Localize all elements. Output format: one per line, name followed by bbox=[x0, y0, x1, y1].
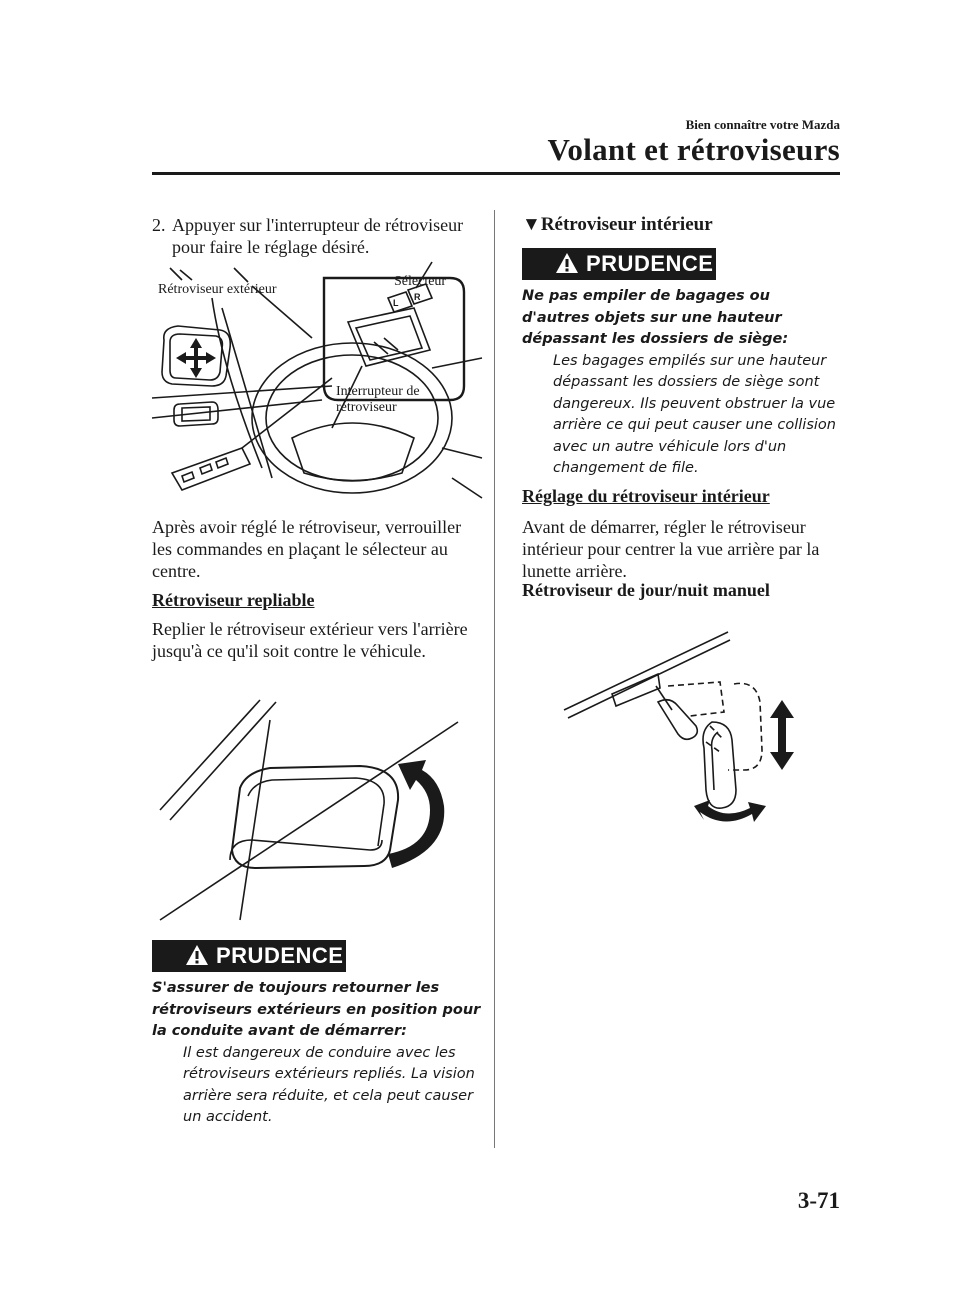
tilt-lever-arrow-icon bbox=[694, 800, 766, 822]
paragraph-inner-mirror: Avant de démarrer, régler le rétroviseur intérieur pour centrer la vue arrière par la lunette arrière. bbox=[522, 517, 820, 581]
label-selector: Sélecteur bbox=[394, 274, 447, 289]
label-mirror-switch-line1: Interrupteur de bbox=[336, 384, 420, 399]
step-number: 2. bbox=[152, 215, 166, 235]
section-heading bbox=[522, 214, 713, 236]
folding-mirror-figure bbox=[160, 700, 460, 922]
vertical-adjust-arrow-icon bbox=[770, 700, 794, 770]
step-text: Appuyer sur l'interrupteur de rétroviseur pour faire le réglage désiré. bbox=[172, 215, 464, 257]
chapter-subtitle: Bien connaître votre Mazda bbox=[685, 117, 840, 132]
caution-badge-label: PRUDENCE bbox=[216, 943, 344, 968]
header-rule bbox=[152, 172, 840, 175]
column-divider bbox=[494, 210, 495, 1148]
caution-text-folding bbox=[152, 978, 487, 1129]
subheading-inner-mirror-adjust: Réglage du rétroviseur intérieur bbox=[522, 486, 770, 506]
page-number: 3-71 bbox=[797, 1188, 840, 1213]
label-mirror-switch-line2: rétroviseur bbox=[336, 400, 397, 415]
label-day-night-mirror: Rétroviseur de jour/nuit manuel bbox=[522, 580, 770, 600]
paragraph-fold-mirror: Replier le rétroviseur extérieur vers l'arrière jusqu'à ce qu'il soit contre le véhicule. bbox=[152, 619, 468, 661]
caution-badge bbox=[522, 248, 716, 280]
caution-badge bbox=[152, 940, 346, 972]
subheading-folding-mirror: Rétroviseur repliable bbox=[152, 590, 315, 610]
warning-icon bbox=[554, 251, 580, 277]
caution-detail: Il est dangereux de conduire avec les rétroviseurs extérieurs repliés. La vision arrière sera réduite, et cela peut causer un accident. bbox=[183, 1044, 475, 1125]
label-outer-mirror: Rétroviseur extérieur bbox=[158, 282, 277, 297]
caution-text-luggage bbox=[522, 286, 842, 480]
section-marker-icon: ▼ bbox=[522, 214, 541, 235]
paragraph-lock-selector: Après avoir réglé le rétroviseur, verrouiller les commandes en plaçant le sélecteur au centre. bbox=[152, 517, 462, 581]
caution-lead: S'assurer de toujours retourner les rétroviseurs extérieurs en position pour la conduite avant de démarrer: bbox=[152, 980, 481, 1039]
svg-text:R: R bbox=[414, 292, 421, 302]
warning-icon bbox=[184, 943, 210, 969]
day-night-mirror-figure bbox=[560, 630, 810, 830]
step-2 bbox=[152, 214, 482, 258]
caution-lead: Ne pas empiler de bagages ou d'autres objets sur une hauteur dépassant les dossiers de siège: bbox=[522, 288, 789, 347]
page-title: Volant et rétroviseurs bbox=[547, 132, 840, 167]
caution-badge-label: PRUDENCE bbox=[586, 251, 714, 276]
svg-text:L: L bbox=[393, 298, 399, 308]
mirror-switch-figure bbox=[152, 268, 482, 502]
section-title: Rétroviseur intérieur bbox=[540, 214, 713, 235]
caution-detail: Les bagages empilés sur une hauteur dépassant les dossiers de siège sont dangereux. Ils peuvent obstruer la vue arrière ce qui peut causer une collision avec un autre véhicule lors d'un changement de file. bbox=[553, 352, 836, 476]
